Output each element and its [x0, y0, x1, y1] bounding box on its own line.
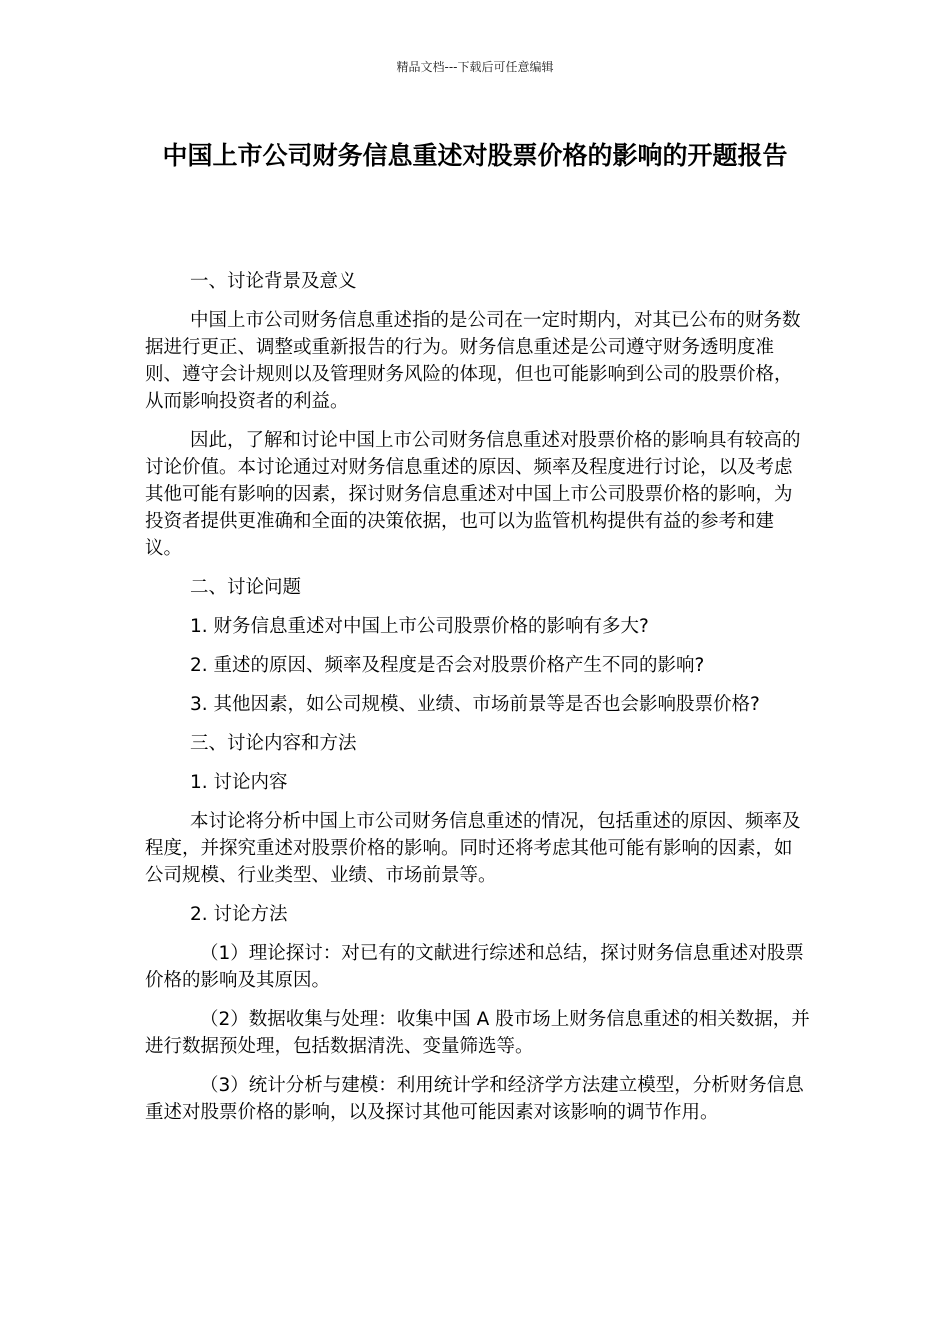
section-heading-background: 一、讨论背景及意义	[190, 271, 357, 292]
subheading-content: 1. 讨论内容	[190, 772, 288, 793]
header-note: 精品文档---下载后可任意编辑	[396, 60, 554, 74]
paragraph-significance: 因此，了解和讨论中国上市公司财务信息重述对股票价格的影响具有较高的讨论价值。本讨论通过对财务信息重述的原因、频率及程度进行讨论，以及考虑其他可能有影响的因素，探讨财务信息重述对中国上市公司股票价格的影响，为投资者提供更准确和全面的决策依据，也可以为监管机构提供有益的参考和建议。	[145, 430, 801, 559]
document-title: 中国上市公司财务信息重述对股票价格的影响的开题报告	[162, 141, 788, 170]
section-heading-questions: 二、讨论问题	[190, 577, 302, 598]
paragraph-content: 本讨论将分析中国上市公司财务信息重述的情况，包括重述的原因、频率及程度，并探究重述对股票价格的影响。同时还将考虑其他可能有影响的因素，如公司规模、行业类型、业绩、市场前景等。	[145, 811, 801, 886]
question-item-2: 2. 重述的原因、频率及程度是否会对股票价格产生不同的影响?	[190, 655, 705, 676]
section-heading-content-methods: 三、讨论内容和方法	[190, 733, 357, 754]
method-item-1: （1）理论探讨：对已有的文献进行综述和总结，探讨财务信息重述对股票价格的影响及其原因。	[145, 943, 804, 991]
subheading-methods: 2. 讨论方法	[190, 904, 288, 925]
method-item-3: （3）统计分析与建模：利用统计学和经济学方法建立模型，分析财务信息重述对股票价格的影响，以及探讨其他可能因素对该影响的调节作用。	[145, 1075, 804, 1123]
paragraph-definition: 中国上市公司财务信息重述指的是公司在一定时期内，对其已公布的财务数据进行更正、调整或重新报告的行为。财务信息重述是公司遵守财务透明度准则、遵守会计规则以及管理财务风险的体现，但也可能影响到公司的股票价格，从而影响投资者的利益。	[145, 310, 801, 412]
method-item-2: （2）数据收集与处理：收集中国 A 股市场上财务信息重述的相关数据，并进行数据预处理，包括数据清洗、变量筛选等。	[145, 1009, 810, 1057]
question-item-1: 1. 财务信息重述对中国上市公司股票价格的影响有多大?	[190, 616, 649, 637]
question-item-3: 3. 其他因素，如公司规模、业绩、市场前景等是否也会影响股票价格?	[190, 694, 760, 715]
document-body	[145, 268, 810, 1138]
